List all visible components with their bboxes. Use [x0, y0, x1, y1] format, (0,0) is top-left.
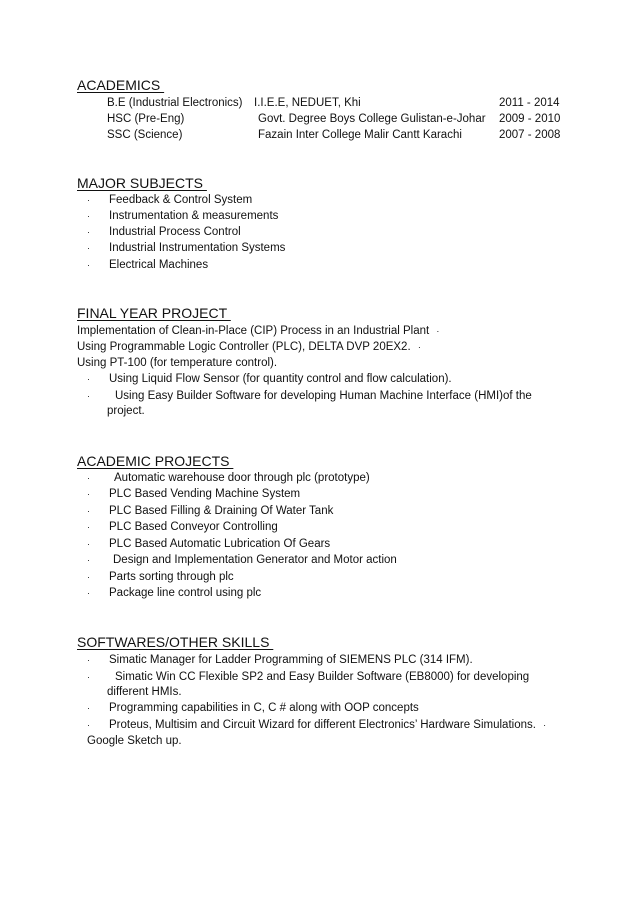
list-item: Using Liquid Flow Sensor (for quantity control and flow calculation). — [109, 373, 452, 385]
bullet-icon: · — [87, 489, 90, 499]
academics-years: 2011 - 2014 — [499, 97, 560, 109]
project-line-text: Using Programmable Logic Controller (PLC), DELTA DVP 20EX2. — [77, 341, 411, 353]
academic-projects-heading: ACADEMIC PROJECTS — [77, 453, 234, 469]
bullet-icon: · — [87, 227, 90, 237]
list-item: Using Easy Builder Software for developing Human Machine Interface (HMI)of the — [115, 390, 532, 402]
list-item-continuation: project. — [107, 405, 145, 417]
bullet-icon: · — [87, 243, 90, 253]
list-item-continuation: Google Sketch up. — [87, 735, 182, 747]
skills-heading: SOFTWARES/OTHER SKILLS — [77, 634, 274, 650]
list-item: Instrumentation & measurements — [109, 210, 279, 222]
final-year-project-heading: FINAL YEAR PROJECT — [77, 305, 231, 321]
list-item: Industrial Process Control — [109, 226, 241, 238]
bullet-icon: · — [87, 572, 90, 582]
list-item: Programming capabilities in C, C # along with OOP concepts — [109, 702, 419, 714]
list-item: Simatic Manager for Ladder Programming of SIEMENS PLC (314 IFM). — [109, 654, 473, 666]
bullet-icon: · — [87, 211, 90, 221]
bullet-icon: · — [87, 720, 90, 730]
bullet-icon: · — [87, 539, 90, 549]
list-item: Simatic Win CC Flexible SP2 and Easy Builder Software (EB8000) for developing — [115, 671, 530, 683]
project-line-text: Implementation of Clean-in-Place (CIP) Process in an Industrial Plant — [77, 325, 430, 337]
bullet-icon: · — [87, 374, 90, 384]
list-item: Parts sorting through plc — [109, 571, 234, 583]
academics-years: 2009 - 2010 — [499, 113, 561, 125]
list-item — [109, 718, 546, 732]
academics-institute: Fazain Inter College Malir Cantt Karachi — [258, 129, 462, 141]
list-item: PLC Based Conveyor Controlling — [109, 521, 278, 533]
academics-degree: HSC (Pre-Eng) — [107, 113, 185, 125]
project-line: Using PT-100 (for temperature control). — [77, 357, 278, 369]
bullet-icon: · — [87, 588, 90, 598]
list-item: PLC Based Vending Machine System — [109, 488, 301, 500]
bullet-icon: · — [543, 720, 547, 730]
bullet-icon: · — [87, 391, 90, 401]
list-item: Package line control using plc — [109, 587, 262, 599]
list-item-text: Proteus, Multisim and Circuit Wizard for different Electronics’ Hardware Simulations. — [109, 719, 536, 731]
academics-heading: ACADEMICS — [77, 77, 165, 93]
bullet-icon: · — [87, 506, 90, 516]
list-item: PLC Based Filling & Draining Of Water Tank — [109, 505, 334, 517]
project-line — [77, 324, 439, 338]
list-item: Automatic warehouse door through plc (prototype) — [114, 472, 370, 484]
bullet-icon: · — [87, 655, 90, 665]
list-item: PLC Based Automatic Lubrication Of Gears — [109, 538, 331, 550]
bullet-icon: · — [87, 672, 90, 682]
academics-years: 2007 - 2008 — [499, 129, 561, 141]
academics-institute: Govt. Degree Boys College Gulistan-e-Johar — [258, 113, 486, 125]
bullet-icon: · — [87, 195, 90, 205]
bullet-icon: · — [417, 342, 421, 352]
list-item: Design and Implementation Generator and Motor action — [113, 554, 397, 566]
bullet-icon: · — [87, 522, 90, 532]
list-item: Industrial Instrumentation Systems — [109, 242, 286, 254]
bullet-icon: · — [87, 703, 90, 713]
list-item: Electrical Machines — [109, 259, 209, 271]
bullet-icon: · — [87, 260, 90, 270]
academics-institute: I.I.E.E, NEDUET, Khi — [254, 97, 361, 109]
project-line — [77, 340, 421, 354]
bullet-icon: · — [87, 555, 90, 565]
major-subjects-heading: MAJOR SUBJECTS — [77, 175, 207, 191]
list-item: Feedback & Control System — [109, 194, 253, 206]
academics-degree: B.E (Industrial Electronics) — [107, 97, 243, 109]
academics-degree: SSC (Science) — [107, 129, 183, 141]
bullet-icon: · — [87, 473, 90, 483]
bullet-icon: · — [436, 326, 440, 336]
list-item-continuation: different HMIs. — [107, 686, 182, 698]
